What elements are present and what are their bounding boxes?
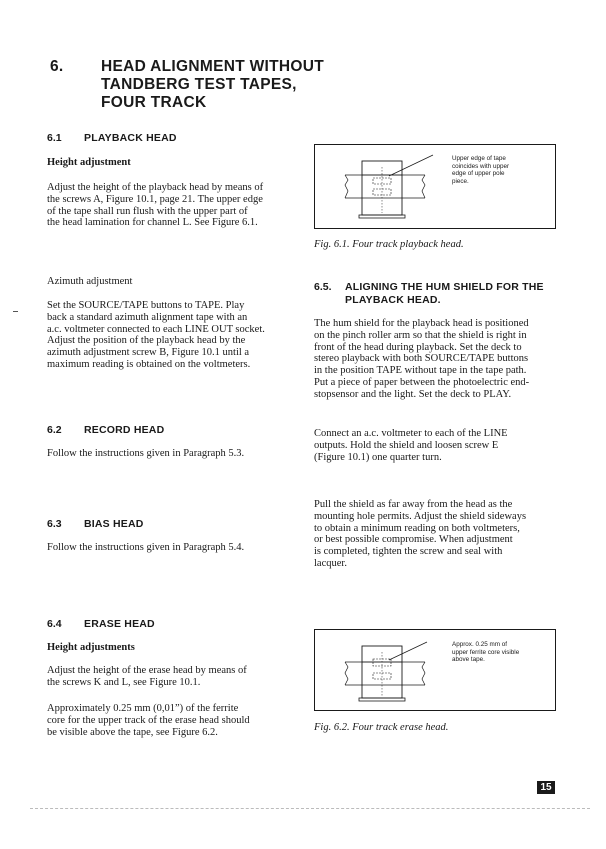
section-6-3-text: Follow the instructions given in Paragraph 5.4. xyxy=(47,542,245,553)
figure-6-2-caption: Fig. 6.2. Four track erase head. xyxy=(314,722,449,733)
text-line: Connect an a.c. voltmeter to each of the LINE xyxy=(314,428,508,439)
label-line: Approx. 0.25 mm of xyxy=(452,641,507,648)
erase-height-text xyxy=(47,665,247,689)
chapter-title xyxy=(101,58,324,112)
chapter-title-line: TANDBERG TEST TAPES, xyxy=(101,76,297,93)
text-line: The hum shield for the playback head is positioned xyxy=(314,318,529,329)
section-6-1-title: PLAYBACK HEAD xyxy=(84,132,177,144)
text-line: outputs. Hold the shield and loosen screw E xyxy=(314,439,499,451)
figure-6-1-caption: Fig. 6.1. Four track playback head. xyxy=(314,239,464,250)
figure-6-1 xyxy=(314,144,556,229)
text-line: Pull the shield as far away from the head as the xyxy=(314,499,513,510)
text-line: Set the SOURCE/TAPE buttons to TAPE. Play xyxy=(47,300,245,311)
section-6-4-number: 6.4 xyxy=(47,618,62,630)
title-line: PLAYBACK HEAD. xyxy=(345,293,441,306)
text-line: front of the head during playback. Set the deck to xyxy=(314,341,522,353)
section-6-2-text: Follow the instructions given in Paragraph 5.3. xyxy=(47,448,245,459)
text-line: back a standard azimuth alignment tape with an xyxy=(47,311,248,323)
page-number: 15 xyxy=(537,781,555,794)
label-line: upper ferrite core visible xyxy=(452,648,520,656)
section-6-3-number: 6.3 xyxy=(47,518,62,530)
text-line: core for the upper track of the erase head should xyxy=(47,714,250,726)
figure-6-1-label xyxy=(452,155,509,185)
text-line: to obtain a minimum reading on both voltmeters, xyxy=(314,522,520,534)
height-adjustment-text xyxy=(47,182,263,229)
text-line: the screws K and L, see Figure 10.1. xyxy=(47,676,201,688)
label-line: piece. xyxy=(452,177,469,185)
text-line: is completed, tighten the screw and seal with xyxy=(314,546,503,558)
figure-6-2-label xyxy=(452,641,519,664)
text-line: Adjust the height of the playback head by means of xyxy=(47,182,264,193)
label-line: Upper edge of tape xyxy=(452,155,506,162)
text-line: lacquer. xyxy=(314,557,347,569)
azimuth-adjustment-heading: Azimuth adjustment xyxy=(47,276,133,287)
text-line: of the tape shall run flush with the upper part of xyxy=(47,205,248,217)
shield-adjust-text xyxy=(314,499,526,570)
text-line: Approximately 0.25 mm (0,01”) of the ferrite xyxy=(47,703,239,714)
hum-shield-text xyxy=(314,318,529,401)
section-6-2-title: RECORD HEAD xyxy=(84,424,165,436)
section-6-5-number: 6.5. xyxy=(314,281,332,293)
label-line: above tape. xyxy=(452,656,485,664)
text-line: Adjust the height of the erase head by means of xyxy=(47,665,247,676)
text-line: mounting hole permits. Adjust the shield sideways xyxy=(314,510,527,522)
label-line: edge of upper pole xyxy=(452,170,505,178)
figure-6-2 xyxy=(314,629,556,711)
text-line: be visible above the tape, see Figure 6.2. xyxy=(47,726,218,738)
height-adjustment-heading: Height adjustment xyxy=(47,157,131,168)
text-line: azimuth adjustment screw B, Figure 10.1 until a xyxy=(47,347,250,359)
text-line: Put a piece of paper between the photoelectric end- xyxy=(314,376,530,388)
section-6-4-title: ERASE HEAD xyxy=(84,618,155,630)
section-6-2-number: 6.2 xyxy=(47,424,62,436)
text-line: the head lamination for channel L. See Figure 6.1. xyxy=(47,217,258,229)
text-line: Adjust the position of the playback head by the xyxy=(47,335,246,347)
label-line: coincides with upper xyxy=(452,162,510,170)
page-edge-line xyxy=(30,808,590,809)
margin-mark xyxy=(13,311,18,312)
azimuth-adjustment-text xyxy=(47,300,265,371)
text-line: stopsensor and the light. Set the deck to PLAY. xyxy=(314,388,512,400)
ferrite-core-text xyxy=(47,703,250,738)
text-line: on the pinch roller arm so that the shield is right in xyxy=(314,329,527,341)
text-line: maximum reading is obtained on the voltmeters. xyxy=(47,358,251,370)
section-6-1-number: 6.1 xyxy=(47,132,62,144)
text-line: the screws A, Figure 10.1, page 21. The upper edge xyxy=(47,193,263,205)
chapter-number: 6. xyxy=(50,58,64,75)
chapter-title-line: FOUR TRACK xyxy=(101,94,207,111)
text-line: (Figure 10.1) one quarter turn. xyxy=(314,451,442,463)
voltmeter-text xyxy=(314,428,508,463)
text-line: a.c. voltmeter connected to each LINE OUT socket. xyxy=(47,323,265,335)
text-line: or best possible compromise. When adjustment xyxy=(314,534,513,546)
playback-head-diagram xyxy=(315,145,555,228)
section-6-5-title xyxy=(345,281,544,306)
section-6-3-title: BIAS HEAD xyxy=(84,518,144,530)
text-line: stereo playback with both SOURCE/TAPE buttons xyxy=(314,353,529,365)
chapter-title-line: HEAD ALIGNMENT WITHOUT xyxy=(101,58,325,75)
text-line: in the position TAPE without tape in the tape path. xyxy=(314,365,527,377)
title-line: ALIGNING THE HUM SHIELD FOR THE xyxy=(345,281,544,293)
height-adjustments-heading: Height adjustments xyxy=(47,642,135,653)
